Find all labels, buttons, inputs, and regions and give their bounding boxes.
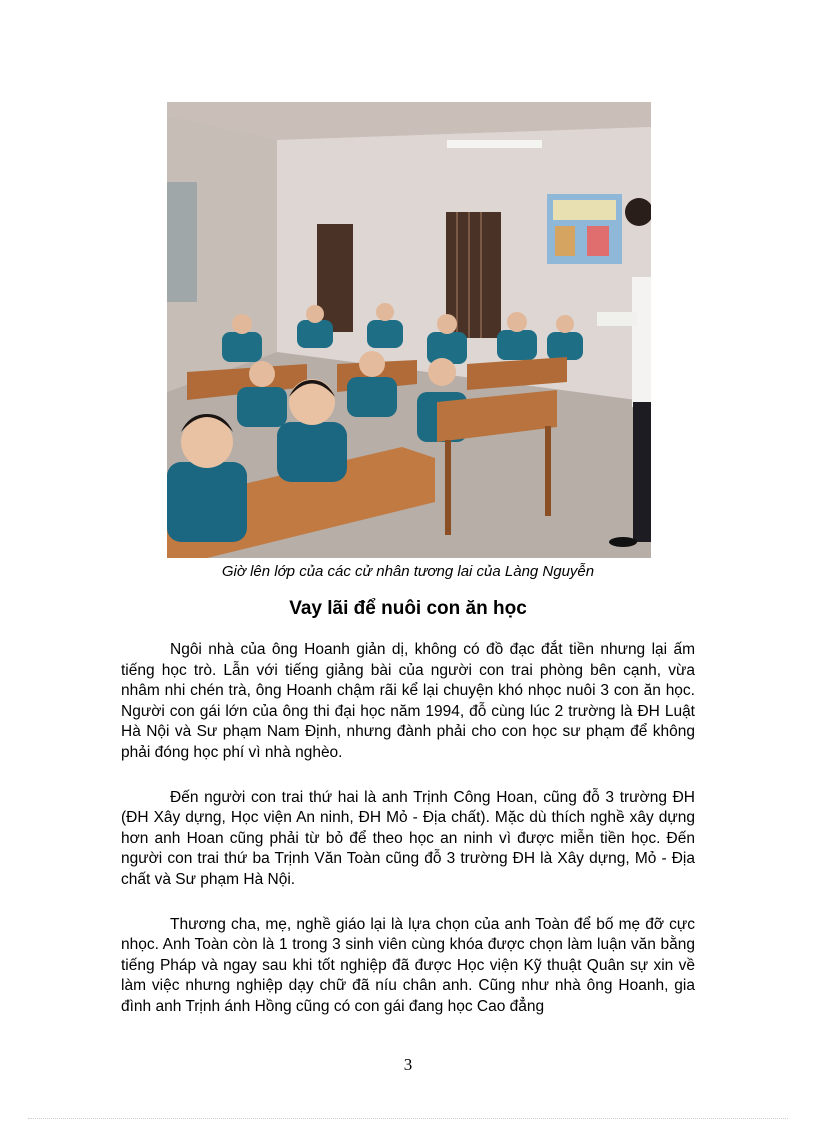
footer-divider <box>28 1118 788 1119</box>
page-number: 3 <box>403 1055 413 1074</box>
classroom-photo <box>167 102 651 558</box>
classroom-illustration <box>167 102 651 558</box>
article-body <box>121 640 695 1042</box>
paragraph: Đến người con trai thứ hai là anh Trịnh Công Hoan, cũng đỗ 3 trường ĐH (ĐH Xây dựng, Học viện An ninh, ĐH Mỏ - Địa chất). Mặc dù thích nghề xây dựng hơn anh Hoan cũng phải từ bỏ để theo học an ninh vì được miễn tiền học. Đến người con trai thứ ba Trịnh Văn Toàn cũng đỗ 3 trường ĐH là Xây dựng, Mỏ - Địa chất và Sư phạm Hà Nội. <box>121 788 695 888</box>
figure-caption: Giờ lên lớp của các cử nhân tương lai của Làng Nguyễn <box>221 563 595 580</box>
paragraph: Ngôi nhà của ông Hoanh giản dị, không có đồ đạc đắt tiền nhưng lại ấm tiếng học trò. Lẫn với tiếng giảng bài của người con trai phòng bên cạnh, vừa nhâm nhi chén trà, ông Hoanh chậm rãi kể lại chuyện khó nhọc nuôi 3 con ăn học. Người con gái lớn của ông thi đại học năm 1994, đỗ cùng lúc 2 trường là ĐH Luật Hà Nội và Sư phạm Nam Định, nhưng đành phải cho con học sư phạm để không phải đóng học phí vì nhà nghèo. <box>121 641 695 761</box>
article-heading: Vay lãi để nuôi con ăn học <box>289 598 527 619</box>
paragraph: Thương cha, mẹ, nghề giáo lại là lựa chọn của anh Toàn để bố mẹ đỡ cực nhọc. Anh Toàn còn là 1 trong 3 sinh viên cùng khóa được chọn làm luận văn bằng tiếng Pháp và ngay sau khi tốt nghiệp đã được Học viện Kỹ thuật Quân sự xin về làm việc nhưng nghiệp dạy chữ đã níu chân anh. Cũng như nhà ông Hoanh, gia đình anh Trịnh ánh Hồng cũng có con gái đang học Cao đẳng <box>121 915 695 1015</box>
